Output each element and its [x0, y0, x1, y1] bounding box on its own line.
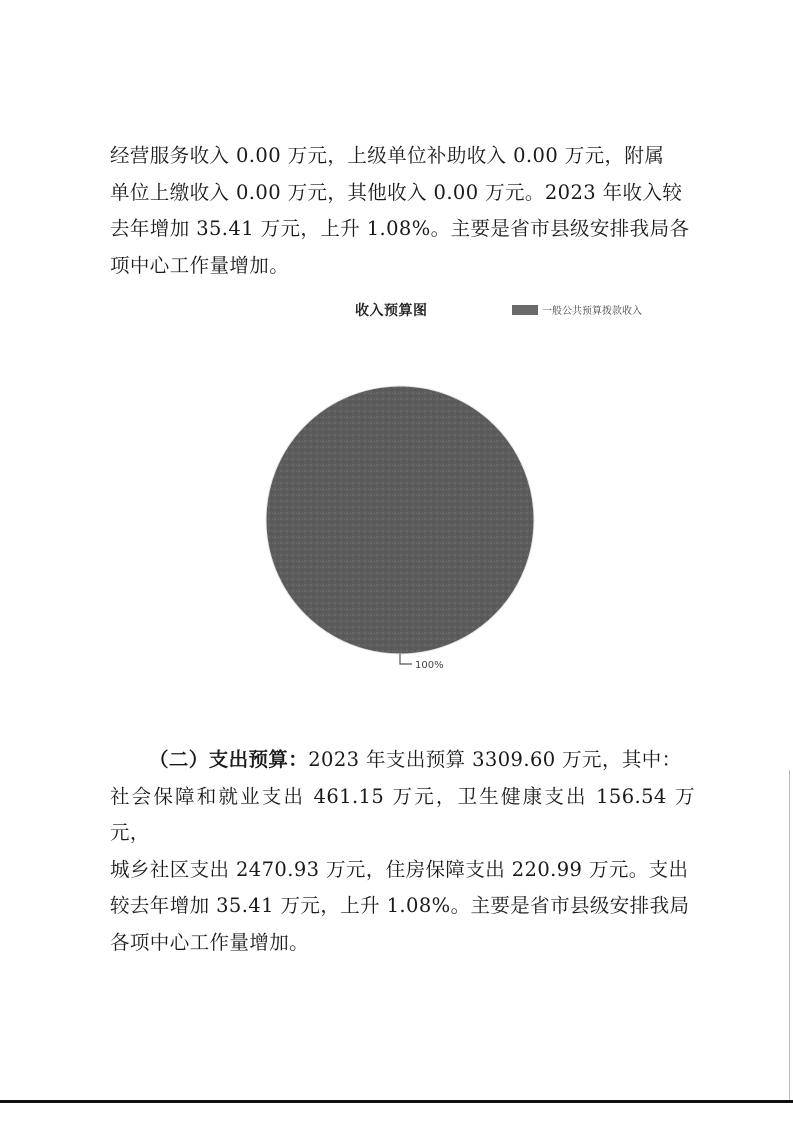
expense-paragraph	[110, 742, 695, 961]
income-paragraph	[110, 138, 695, 284]
expense-line-3: 城乡社区支出 2470.93 万元，住房保障支出 220.99 万元。支出	[110, 857, 689, 881]
data-label-leader-line	[400, 654, 412, 664]
chart-title: 收入预算图	[355, 303, 428, 319]
expense-line-2: 社会保障和就业支出 461.15 万元，卫生健康支出 156.54 万元，	[110, 784, 695, 844]
expense-line-4: 较去年增加 35.41 万元，上升 1.08%。主要是省市县级安排我局	[110, 894, 690, 917]
legend-label: 一般公共预算拨款收入	[542, 306, 642, 317]
pie-svg	[250, 290, 700, 680]
income-line-3: 去年增加 35.41 万元，上升 1.08%。主要是省市县级安排我局各	[110, 217, 690, 240]
pie-slice-0	[266, 386, 534, 654]
pie-data-label: 100%	[415, 660, 444, 671]
expense-line-1-text: 2023 年支出预算 3309.60 万元，其中：	[308, 748, 682, 771]
income-pie-chart	[250, 290, 700, 680]
scan-edge-line	[789, 770, 790, 1100]
expense-heading: （二）支出预算：	[149, 748, 309, 771]
income-line-1: 经营服务收入 0.00 万元，上级单位补助收入 0.00 万元，附属	[110, 144, 665, 167]
expense-line-1	[110, 742, 695, 779]
bottom-rule	[0, 1100, 793, 1103]
expense-line-5: 各项中心工作量增加。	[110, 930, 310, 954]
income-line-2: 单位上缴收入 0.00 万元，其他收入 0.00 万元。2023 年收入较	[110, 180, 683, 204]
income-line-4: 项中心工作量增加。	[110, 253, 290, 277]
